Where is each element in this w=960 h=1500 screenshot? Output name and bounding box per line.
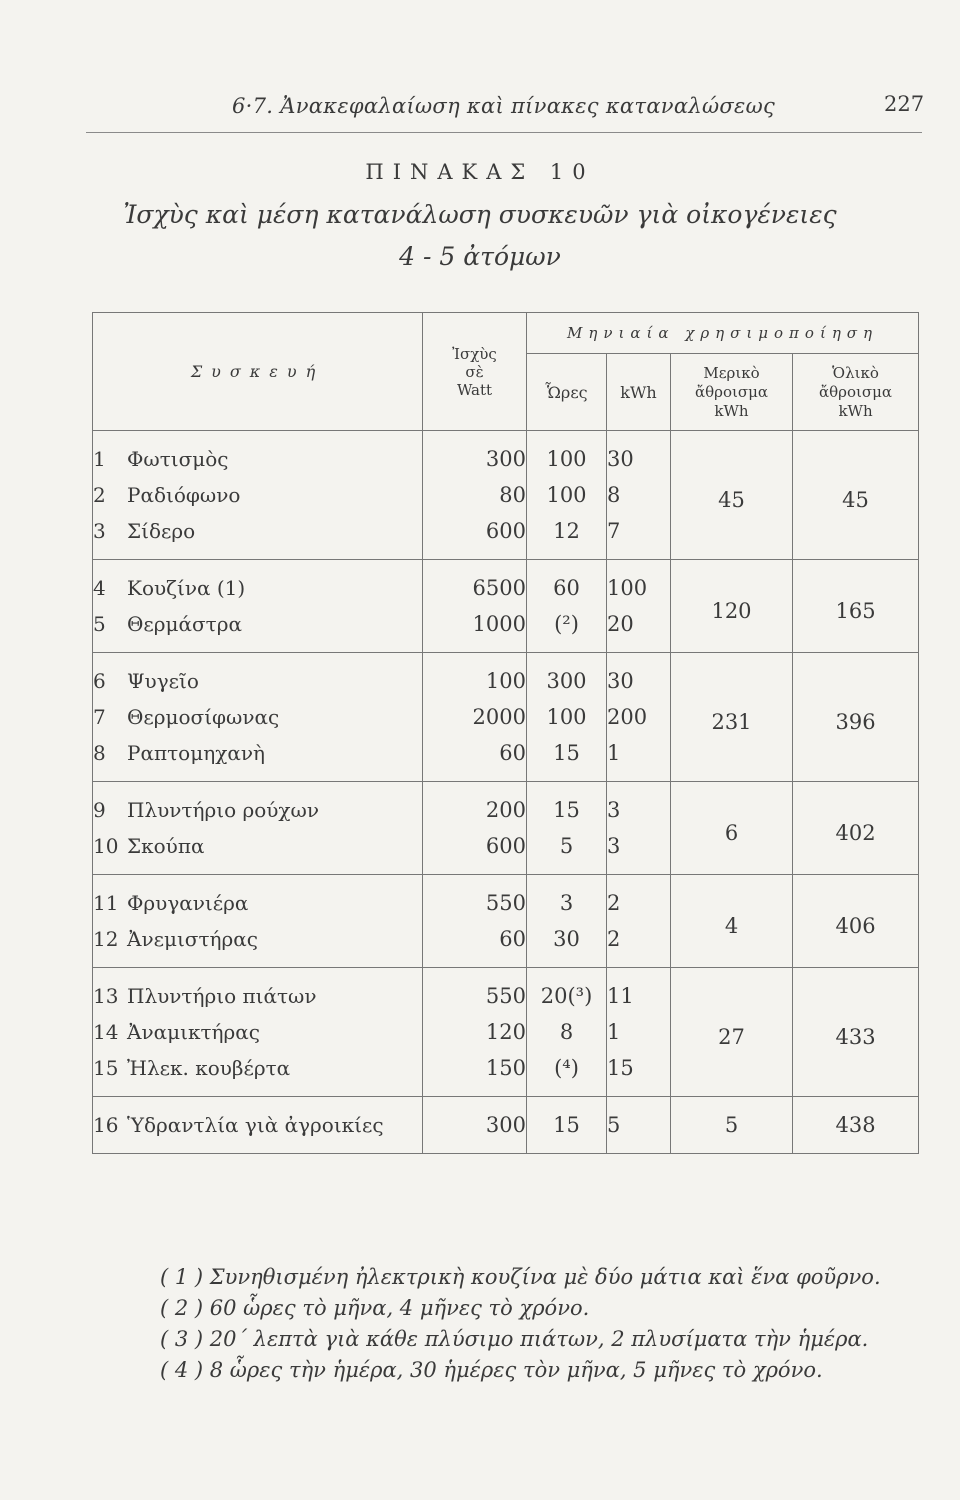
col-power-line2: σὲ — [465, 362, 484, 381]
footnote-2: ( 2 ) 60 ὧρες τὸ μῆνα, 4 μῆνες τὸ χρόνο. — [160, 1296, 590, 1320]
power-cell: 60 — [423, 735, 527, 782]
power-cell: 200 — [423, 782, 527, 829]
device-number: 13 — [93, 984, 119, 1008]
kwh-cell: 15 — [607, 1050, 671, 1097]
kwh-cell: 200 — [607, 699, 671, 735]
device-cell — [93, 699, 423, 735]
hours-cell: 12 — [527, 513, 607, 560]
hours-cell: (⁴) — [527, 1050, 607, 1097]
col-monthly-use: Μηνιαία χρησιμοποίηση — [527, 313, 919, 354]
footnote-1: ( 1 ) Συνηθισμένη ἠλεκτρικὴ κουζίνα μὲ δύο μάτια καὶ ἕνα φοῦρνο. — [160, 1265, 881, 1289]
table-row — [93, 431, 919, 478]
footnotes — [160, 1262, 950, 1386]
device-number: 6 — [93, 669, 106, 693]
col-partial-line3: kWh — [714, 401, 749, 420]
consumption-table — [92, 312, 919, 1154]
device-name: Ραπτομηχανὴ — [127, 741, 265, 765]
device-name: Κουζίνα (1) — [127, 576, 246, 600]
total-sum-cell: 165 — [793, 560, 919, 653]
device-group — [93, 431, 919, 560]
device-name: Θερμοσίφωνας — [127, 705, 280, 729]
table-row — [93, 560, 919, 607]
total-sum-cell: 406 — [793, 875, 919, 968]
hours-cell: 300 — [527, 653, 607, 700]
device-name: Ραδιόφωνο — [127, 483, 241, 507]
partial-sum-cell: 4 — [671, 875, 793, 968]
device-name: Ψυγεῖο — [127, 669, 199, 693]
device-group — [93, 1097, 919, 1154]
col-total-sum — [793, 354, 919, 431]
kwh-cell: 1 — [607, 1014, 671, 1050]
device-number: 10 — [93, 834, 119, 858]
kwh-cell: 5 — [607, 1097, 671, 1154]
power-cell: 80 — [423, 477, 527, 513]
col-partial-sum — [671, 354, 793, 431]
device-number: 12 — [93, 927, 119, 951]
col-device: Συσκευή — [93, 313, 423, 431]
kwh-cell: 2 — [607, 921, 671, 968]
hours-cell: 8 — [527, 1014, 607, 1050]
kwh-cell: 100 — [607, 560, 671, 607]
device-number: 14 — [93, 1020, 119, 1044]
col-total-line3: kWh — [838, 401, 873, 420]
device-number: 2 — [93, 483, 106, 507]
device-name: Φωτισμὸς — [127, 447, 229, 471]
table-row — [93, 968, 919, 1015]
header-rule — [86, 132, 922, 133]
hours-cell: 100 — [527, 477, 607, 513]
hours-cell: 60 — [527, 560, 607, 607]
device-number: 15 — [93, 1056, 119, 1080]
device-name: Φρυγανιέρα — [127, 891, 249, 915]
power-cell: 600 — [423, 828, 527, 875]
kwh-cell: 11 — [607, 968, 671, 1015]
device-number: 8 — [93, 741, 106, 765]
device-number: 4 — [93, 576, 106, 600]
power-cell: 1000 — [423, 606, 527, 653]
device-cell — [93, 735, 423, 782]
device-cell — [93, 653, 423, 700]
power-cell: 6500 — [423, 560, 527, 607]
footnote-3: ( 3 ) 20΄ λεπτὰ γιὰ κάθε πλύσιμο πιάτων, 2 πλυσίματα τὴν ἡμέρα. — [160, 1327, 869, 1351]
kwh-cell: 20 — [607, 606, 671, 653]
footnote-4: ( 4 ) 8 ὧρες τὴν ἡμέρα, 30 ἡμέρες τὸν μῆνα, 5 μῆνες τὸ χρόνο. — [160, 1358, 823, 1382]
hours-cell: 3 — [527, 875, 607, 922]
partial-sum-cell: 27 — [671, 968, 793, 1097]
partial-sum-cell: 231 — [671, 653, 793, 782]
power-cell: 2000 — [423, 699, 527, 735]
total-sum-cell: 402 — [793, 782, 919, 875]
hours-cell: 20(³) — [527, 968, 607, 1015]
device-cell — [93, 782, 423, 829]
kwh-cell: 2 — [607, 875, 671, 922]
power-cell: 300 — [423, 431, 527, 478]
power-cell: 550 — [423, 968, 527, 1015]
hours-cell: 15 — [527, 735, 607, 782]
device-cell — [93, 875, 423, 922]
device-name: Θερμάστρα — [127, 612, 242, 636]
device-cell — [93, 1050, 423, 1097]
device-cell — [93, 921, 423, 968]
kwh-cell: 30 — [607, 653, 671, 700]
table-row — [93, 875, 919, 922]
device-number: 7 — [93, 705, 106, 729]
power-cell: 600 — [423, 513, 527, 560]
device-cell — [93, 431, 423, 478]
col-hours: Ὧρες — [527, 354, 607, 431]
partial-sum-cell: 5 — [671, 1097, 793, 1154]
device-name: Ὑδραντλία γιὰ ἀγροικίες — [127, 1113, 384, 1137]
col-partial-line2: ἄθροισμα — [694, 382, 768, 401]
device-number: 16 — [93, 1113, 119, 1137]
total-sum-cell: 438 — [793, 1097, 919, 1154]
partial-sum-cell: 120 — [671, 560, 793, 653]
total-sum-cell: 396 — [793, 653, 919, 782]
device-cell — [93, 828, 423, 875]
device-number: 5 — [93, 612, 106, 636]
page-number: 227 — [884, 92, 925, 116]
partial-sum-cell: 6 — [671, 782, 793, 875]
partial-sum-cell: 45 — [671, 431, 793, 560]
device-cell — [93, 513, 423, 560]
col-total-line2: ἄθροισμα — [819, 382, 893, 401]
power-cell: 120 — [423, 1014, 527, 1050]
device-cell — [93, 477, 423, 513]
device-number: 9 — [93, 798, 106, 822]
device-group — [93, 560, 919, 653]
hours-cell: 5 — [527, 828, 607, 875]
hours-cell: 15 — [527, 1097, 607, 1154]
table-row — [93, 1097, 919, 1154]
device-name: Πλυντήριο ρούχων — [127, 798, 320, 822]
col-power-line3: Watt — [456, 380, 493, 399]
table-caption-line1: Ἰσχὺς καὶ μέση κατανάλωση συσκευῶν γιὰ οἰκογένειες — [123, 200, 837, 229]
hours-cell: 100 — [527, 431, 607, 478]
hours-cell: (²) — [527, 606, 607, 653]
col-power-line1: Ἰσχὺς — [452, 344, 497, 363]
device-cell — [93, 606, 423, 653]
total-sum-cell: 433 — [793, 968, 919, 1097]
device-group — [93, 653, 919, 782]
kwh-cell: 7 — [607, 513, 671, 560]
power-cell: 300 — [423, 1097, 527, 1154]
power-cell: 150 — [423, 1050, 527, 1097]
device-name: Ἠλεκ. κουβέρτα — [127, 1056, 291, 1080]
device-group — [93, 782, 919, 875]
col-partial-line1: Μερικὸ — [703, 363, 760, 382]
device-cell — [93, 1014, 423, 1050]
running-header — [0, 0, 960, 140]
device-group — [93, 875, 919, 968]
col-kwh: kWh — [607, 354, 671, 431]
kwh-cell: 8 — [607, 477, 671, 513]
kwh-cell: 30 — [607, 431, 671, 478]
hours-cell: 15 — [527, 782, 607, 829]
table-row — [93, 782, 919, 829]
device-name: Ἀναμικτήρας — [127, 1020, 260, 1044]
power-cell: 60 — [423, 921, 527, 968]
table-label: ΠΙΝΑΚΑΣ 10 — [365, 160, 595, 184]
device-cell — [93, 968, 423, 1015]
power-cell: 550 — [423, 875, 527, 922]
kwh-cell: 3 — [607, 828, 671, 875]
device-name: Σκούπα — [127, 834, 205, 858]
device-group — [93, 968, 919, 1097]
hours-cell: 30 — [527, 921, 607, 968]
power-cell: 100 — [423, 653, 527, 700]
device-cell — [93, 560, 423, 607]
hours-cell: 100 — [527, 699, 607, 735]
device-name: Ἀνεμιστήρας — [127, 927, 258, 951]
table-header — [93, 313, 919, 431]
col-power — [423, 313, 527, 431]
table-caption-line2: 4 - 5 ἀτόμων — [399, 242, 561, 271]
section-title: 6·7. Ἀνακεφαλαίωση καὶ πίνακες καταναλώσεως — [232, 94, 776, 118]
table-row — [93, 653, 919, 700]
device-cell — [93, 1097, 423, 1154]
device-number: 11 — [93, 891, 119, 915]
device-name: Πλυντήριο πιάτων — [127, 984, 317, 1008]
device-number: 3 — [93, 519, 106, 543]
kwh-cell: 1 — [607, 735, 671, 782]
device-name: Σίδερο — [127, 519, 196, 543]
kwh-cell: 3 — [607, 782, 671, 829]
total-sum-cell: 45 — [793, 431, 919, 560]
device-number: 1 — [93, 447, 106, 471]
col-total-line1: Ὁλικὸ — [832, 363, 879, 382]
